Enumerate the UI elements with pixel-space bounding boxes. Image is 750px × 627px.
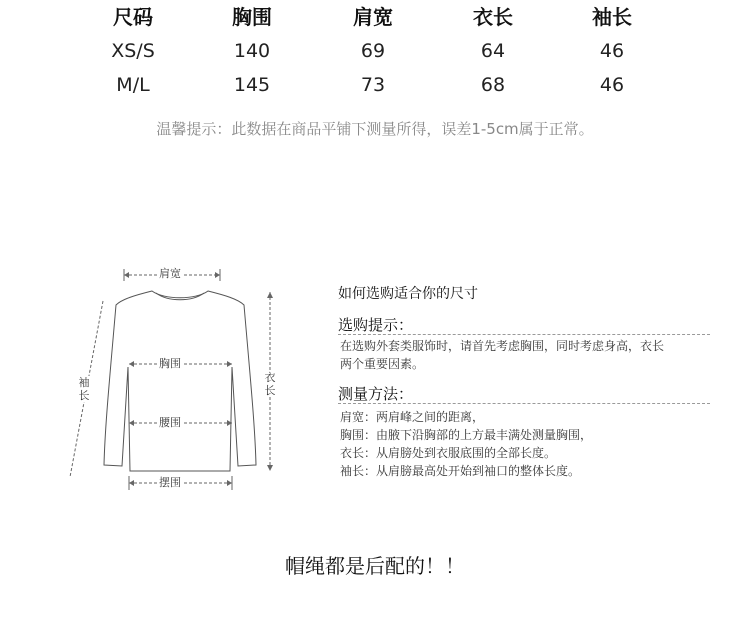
chest-label: 胸围 (159, 357, 181, 370)
waist-label: 腰围 (159, 416, 181, 429)
table-cell: 46 (599, 40, 625, 62)
header-sleeve: 袖长 (592, 5, 632, 29)
length-label-char: 衣 (264, 371, 276, 384)
buying-tips-heading: 选购提示： (338, 316, 414, 334)
measure-item-length: 衣长：从肩膀处到衣服底围的全部长度。 (340, 446, 557, 460)
table-cell: XS/S (111, 40, 155, 62)
divider (338, 334, 710, 335)
garment-diagram (60, 255, 320, 505)
length-label-char: 长 (264, 384, 276, 397)
table-cell: 73 (360, 74, 386, 96)
table-cell: 140 (233, 40, 271, 62)
header-chest: 胸围 (232, 5, 272, 29)
sweater-body (104, 291, 256, 471)
buying-tips-text (340, 337, 712, 373)
measure-item-sleeve: 袖长：从肩膀最高处开始到袖口的整体长度。 (340, 464, 581, 478)
divider (338, 403, 710, 404)
measure-method-list (340, 408, 712, 480)
sleeve-length-label (78, 376, 90, 402)
table-row (0, 34, 750, 68)
table-cell: 64 (480, 40, 506, 62)
table-cell: 46 (599, 74, 625, 96)
buying-tip-line: 在选购外套类服饰时，请首先考虑胸围，同时考虑身高，衣长 (340, 339, 665, 353)
sleeve-label-char: 袖 (78, 376, 90, 389)
body-length-label (264, 371, 276, 397)
table-cell: 68 (480, 74, 506, 96)
measure-method-heading: 测量方法： (338, 385, 414, 403)
table-row (0, 68, 750, 102)
hem-label: 摆围 (159, 476, 181, 489)
drawstring-note: 帽绳都是后配的！！ (285, 554, 465, 578)
buying-tip-line: 两个重要因素。 (340, 357, 425, 371)
header-length: 衣长 (473, 5, 513, 29)
measure-item-chest: 胸围：由腋下沿胸部的上方最丰满处测量胸围， (340, 428, 593, 442)
header-shoulder: 肩宽 (353, 5, 393, 29)
size-guide-title: 如何选购适合你的尺寸 (338, 286, 478, 302)
table-cell: M/L (116, 74, 150, 96)
shoulder-label: 肩宽 (159, 267, 181, 280)
sweater-outline (60, 255, 320, 505)
sleeve-label-char: 长 (78, 389, 90, 402)
measurement-tip: 温馨提示：此数据在商品平铺下测量所得，误差1-5cm属于正常。 (156, 120, 594, 138)
table-cell: 69 (360, 40, 386, 62)
header-size: 尺码 (113, 5, 153, 29)
measure-item-shoulder: 肩宽：两肩峰之间的距离， (340, 410, 485, 424)
size-table-header (0, 0, 750, 34)
table-cell: 145 (233, 74, 271, 96)
